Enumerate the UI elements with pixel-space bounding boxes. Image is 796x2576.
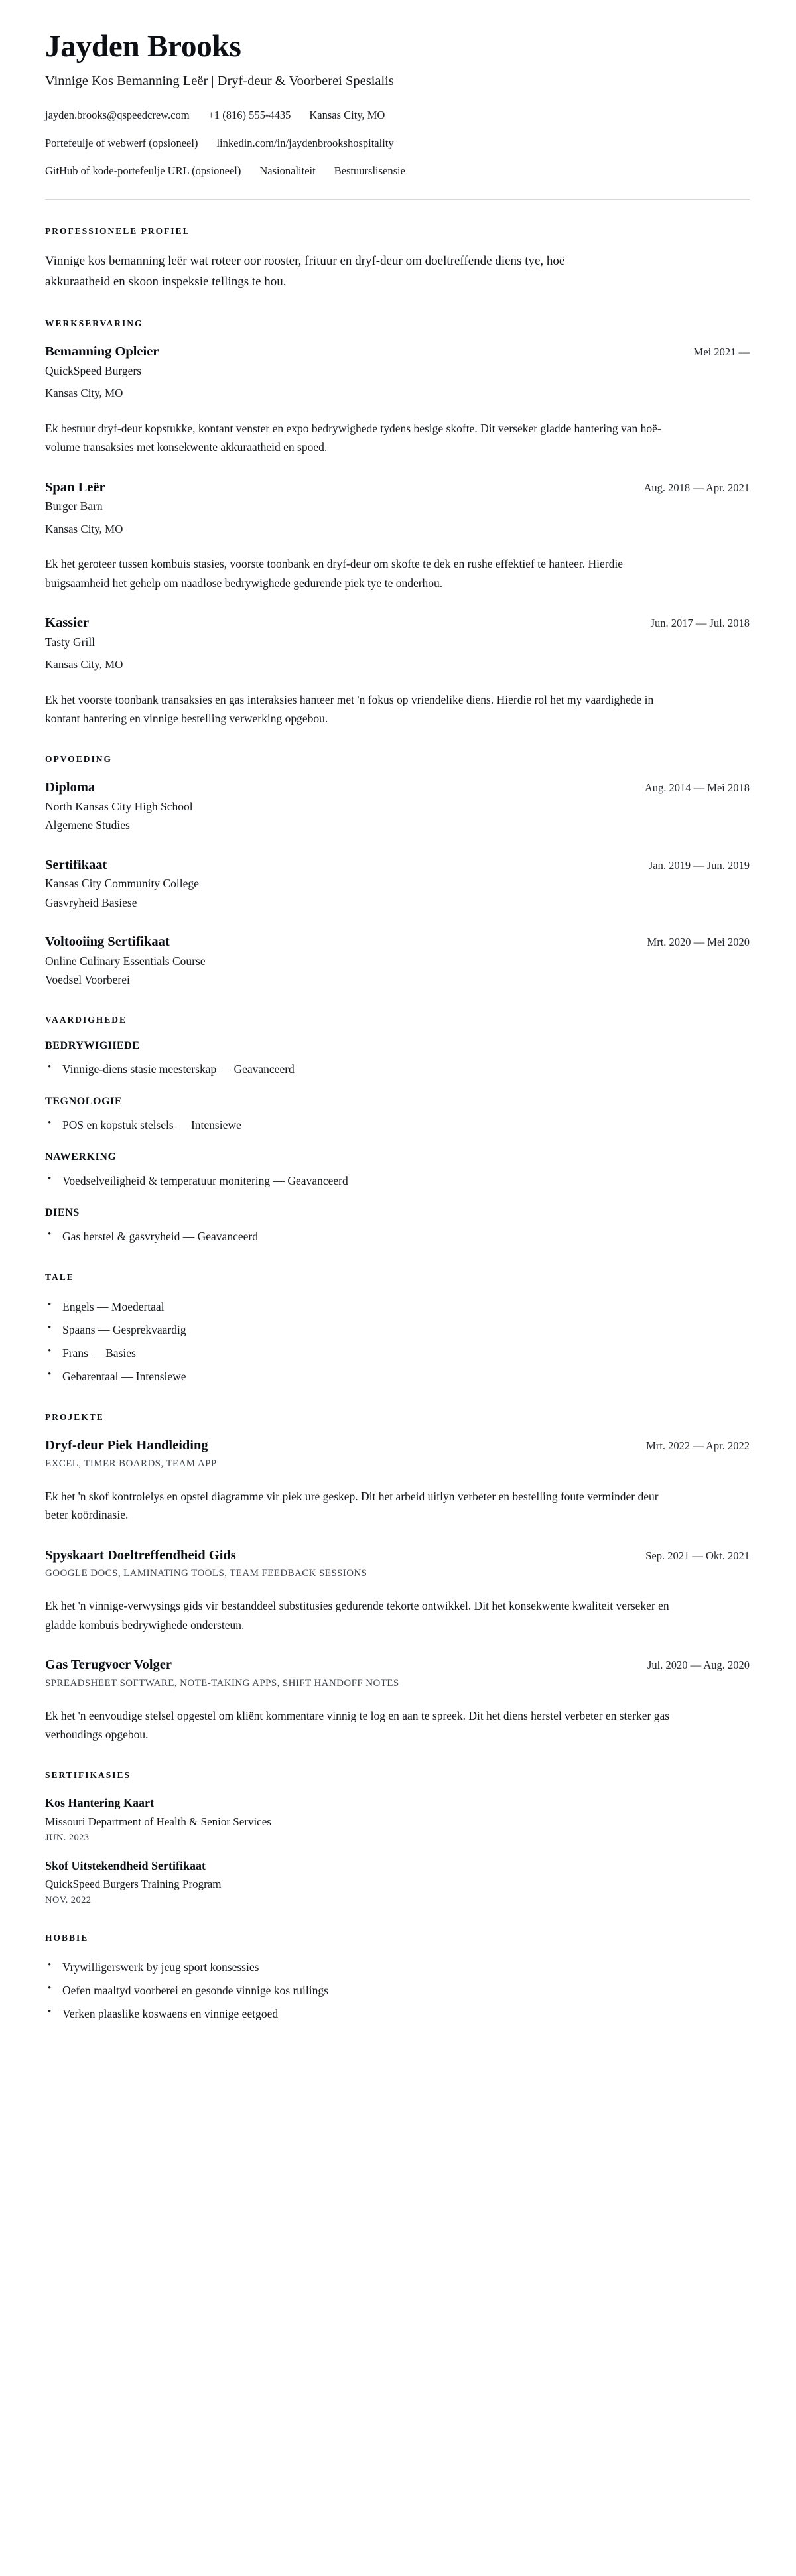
education-field: Voedsel Voorberei [45, 973, 130, 987]
header-divider [45, 199, 750, 200]
education-date: Aug. 2014 — Mei 2018 [644, 781, 750, 795]
skill-category-label: BEDRYWIGHEDE [45, 1040, 140, 1052]
project-date: Sep. 2021 — Okt. 2021 [645, 1549, 750, 1562]
experience-role: Kassier [45, 615, 90, 630]
experience-location: Kansas City, MO [45, 522, 123, 535]
section-title-education: OPVOEDING [45, 754, 112, 765]
contact-github[interactable]: GitHub of kode-portefeulje URL (opsioneel) [45, 164, 241, 177]
experience-location: Kansas City, MO [45, 387, 123, 400]
section-skills [45, 1015, 750, 1246]
certification-issuer: Missouri Department of Health & Senior Services [45, 1815, 271, 1828]
section-professional-profile [45, 226, 750, 292]
education-entry-head [45, 857, 750, 874]
hobby-list [45, 1958, 750, 2023]
skill-group [45, 1096, 750, 1134]
project-description: Ek het 'n skof kontrolelys en opstel diagramme vir piek ure geskep. Dit het arbeid uitlyn verbeter en bestelling foute verminder deur beter koördinasie. [45, 1490, 659, 1522]
section-languages [45, 1272, 750, 1385]
contact-line-primary [45, 107, 750, 123]
certification-name: Skof Uitstekendheid Sertifikaat [45, 1858, 206, 1872]
profile-summary-text: Vinnige kos bemanning leër wat roteer oor rooster, frituur en dryf-deur om doeltreffende diens tye, hoë akkuraatheid en skoon inspeksie tellings te hou. [45, 253, 565, 289]
skill-item: • Gas herstel & gasvryheid — Geavanceerd [45, 1227, 750, 1246]
project-entry [45, 1657, 750, 1744]
section-title-languages: TALE [45, 1272, 74, 1283]
skill-item: • POS en kopstuk stelsels — Intensiewe [45, 1116, 750, 1134]
project-entry-head [45, 1657, 750, 1674]
experience-company: Burger Barn [45, 499, 103, 513]
project-name: Dryf-deur Piek Handleiding [45, 1438, 208, 1453]
section-title-skills: VAARDIGHEDE [45, 1015, 127, 1025]
section-education [45, 754, 750, 988]
education-degree: Diploma [45, 780, 96, 795]
experience-date: Mei 2021 — [693, 346, 750, 359]
experience-description: Ek bestuur dryf-deur kopstukke, kontant venster en expo bedrywighede tydens besige skofte. Dit verseker gladde hantering van hoë-volume transaksies met konsekwente akkuraatheid en spoed. [45, 421, 661, 454]
certification-issuer: QuickSpeed Burgers Training Program [45, 1877, 222, 1890]
education-entry [45, 779, 750, 834]
section-work-experience [45, 318, 750, 728]
skill-item: • Voedselveiligheid & temperatuur monitering — Geavanceerd [45, 1171, 750, 1190]
skill-list [45, 1116, 750, 1134]
contact-email[interactable]: jayden.brooks@qspeedcrew.com [45, 108, 190, 121]
experience-entry [45, 344, 750, 456]
resume-header [45, 31, 750, 200]
project-entry [45, 1437, 750, 1524]
candidate-headline: Vinnige Kos Bemanning Leër | Dryf-deur & Voorberei Spesialis [45, 74, 394, 89]
education-school: Online Culinary Essentials Course [45, 954, 206, 968]
section-title-certifications: SERTIFIKASIES [45, 1770, 131, 1781]
certification-entry [45, 1858, 750, 1906]
contact-nationality: Nasionaliteit [259, 164, 316, 177]
contact-phone[interactable]: +1 (816) 555-4435 [208, 108, 291, 121]
certification-date: NOV. 2022 [45, 1894, 92, 1905]
certification-date: JUN. 2023 [45, 1832, 90, 1843]
project-entry-head [45, 1547, 750, 1565]
skill-group [45, 1151, 750, 1190]
language-item: • Engels — Moedertaal [45, 1297, 750, 1316]
project-date: Mrt. 2022 — Apr. 2022 [646, 1439, 750, 1452]
project-date: Jul. 2020 — Aug. 2020 [647, 1659, 750, 1672]
skill-category-label: TEGNOLOGIE [45, 1096, 123, 1108]
contact-driving-license: Bestuurslisensie [334, 164, 405, 177]
section-certifications [45, 1770, 750, 1905]
experience-description: Ek het voorste toonbank transaksies en gas interaksies hanteer met 'n fokus op vriendelike diens. Hierdie rol het my vaardighede in kontant hantering en vinnige bestelling verwerking opgebou. [45, 692, 654, 725]
hobby-item: • Oefen maaltyd voorberei en gesonde vinnige kos ruilings [45, 1981, 750, 2000]
education-entry-head [45, 934, 750, 951]
project-entry-head [45, 1437, 750, 1454]
skill-list [45, 1171, 750, 1190]
experience-description: Ek het geroteer tussen kombuis stasies, voorste toonbank en dryf-deur om skofte te dek en rushe effektief te hanteer. Hierdie buigsaamheid het gehelp om naadlose bedrywighede gedurende piek tye te onderhou. [45, 557, 624, 590]
skill-list [45, 1060, 750, 1078]
skill-group [45, 1040, 750, 1078]
education-entry [45, 857, 750, 911]
candidate-name: Jayden Brooks [45, 29, 241, 64]
hobby-item: • Verken plaaslike koswaens en vinnige eetgoed [45, 2004, 750, 2023]
experience-entry-head [45, 344, 750, 361]
project-tech-stack: GOOGLE DOCS, LAMINATING TOOLS, TEAM FEEDBACK SESSIONS [45, 1568, 367, 1579]
language-item: • Gebarentaal — Intensiewe [45, 1367, 750, 1385]
education-date: Mrt. 2020 — Mei 2020 [647, 936, 750, 949]
experience-role: Bemanning Opleier [45, 344, 159, 359]
hobby-item: • Vrywilligerswerk by jeug sport konsessies [45, 1958, 750, 1976]
project-name: Spyskaart Doeltreffendheid Gids [45, 1547, 236, 1563]
experience-entry-head [45, 615, 750, 632]
project-name: Gas Terugvoer Volger [45, 1657, 172, 1673]
contact-linkedin[interactable]: linkedin.com/in/jaydenbrookshospitality [216, 136, 394, 149]
language-item: • Spaans — Gesprekvaardig [45, 1320, 750, 1339]
contact-line-extra [45, 163, 750, 179]
education-school: North Kansas City High School [45, 799, 193, 813]
education-degree: Sertifikaat [45, 857, 107, 872]
education-school: Kansas City Community College [45, 877, 199, 891]
experience-entry [45, 480, 750, 592]
skill-category-label: DIENS [45, 1207, 80, 1219]
certification-name: Kos Hantering Kaart [45, 1796, 154, 1810]
project-tech-stack: EXCEL, TIMER BOARDS, TEAM APP [45, 1458, 217, 1470]
project-entry [45, 1547, 750, 1634]
experience-date: Aug. 2018 — Apr. 2021 [643, 481, 750, 494]
education-entry-head [45, 779, 750, 797]
education-degree: Voltooiing Sertifikaat [45, 934, 170, 950]
education-date: Jan. 2019 — Jun. 2019 [648, 858, 750, 871]
experience-role: Span Leër [45, 480, 105, 495]
education-field: Algemene Studies [45, 818, 130, 832]
contact-portfolio[interactable]: Portefeulje of webwerf (opsioneel) [45, 136, 198, 149]
education-field: Gasvryheid Basiese [45, 895, 137, 909]
experience-entry [45, 615, 750, 728]
section-title-experience: WERKSERVARING [45, 318, 143, 329]
education-entry [45, 934, 750, 988]
language-list [45, 1297, 750, 1385]
contact-line-web [45, 135, 750, 151]
skill-item: • Vinnige-diens stasie meesterskap — Geavanceerd [45, 1060, 750, 1078]
experience-company: QuickSpeed Burgers [45, 363, 141, 377]
section-hobbies [45, 1933, 750, 2023]
project-tech-stack: SPREADSHEET SOFTWARE, NOTE-TAKING APPS, SHIFT HANDOFF NOTES [45, 1677, 399, 1689]
section-title-projects: PROJEKTE [45, 1412, 104, 1423]
section-title-profile: PROFESSIONELE PROFIEL [45, 225, 190, 236]
skill-group [45, 1207, 750, 1246]
project-description: Ek het 'n vinnige-verwysings gids vir bestanddeel substitusies gedurende tekorte ontwikkel. Dit het konsekwente kwaliteit verseker en gladde kombuis bedrywighede ondersteun. [45, 1599, 669, 1632]
experience-company: Tasty Grill [45, 635, 96, 649]
certification-entry [45, 1795, 750, 1843]
experience-location: Kansas City, MO [45, 657, 123, 671]
contact-location: Kansas City, MO [309, 108, 385, 121]
skill-category-label: NAWERKING [45, 1151, 117, 1163]
section-title-hobbies: HOBBIE [45, 1932, 89, 1943]
project-description: Ek het 'n eenvoudige stelsel opgestel om kliënt kommentare vinnig te log en aan te spreek. Dit het diens herstel verbeter en sterker gas verhoudings opgebou. [45, 1708, 670, 1741]
language-item: • Frans — Basies [45, 1344, 750, 1362]
experience-entry-head [45, 480, 750, 497]
section-projects [45, 1412, 750, 1744]
skill-list [45, 1227, 750, 1246]
experience-date: Jun. 2017 — Jul. 2018 [650, 616, 750, 629]
